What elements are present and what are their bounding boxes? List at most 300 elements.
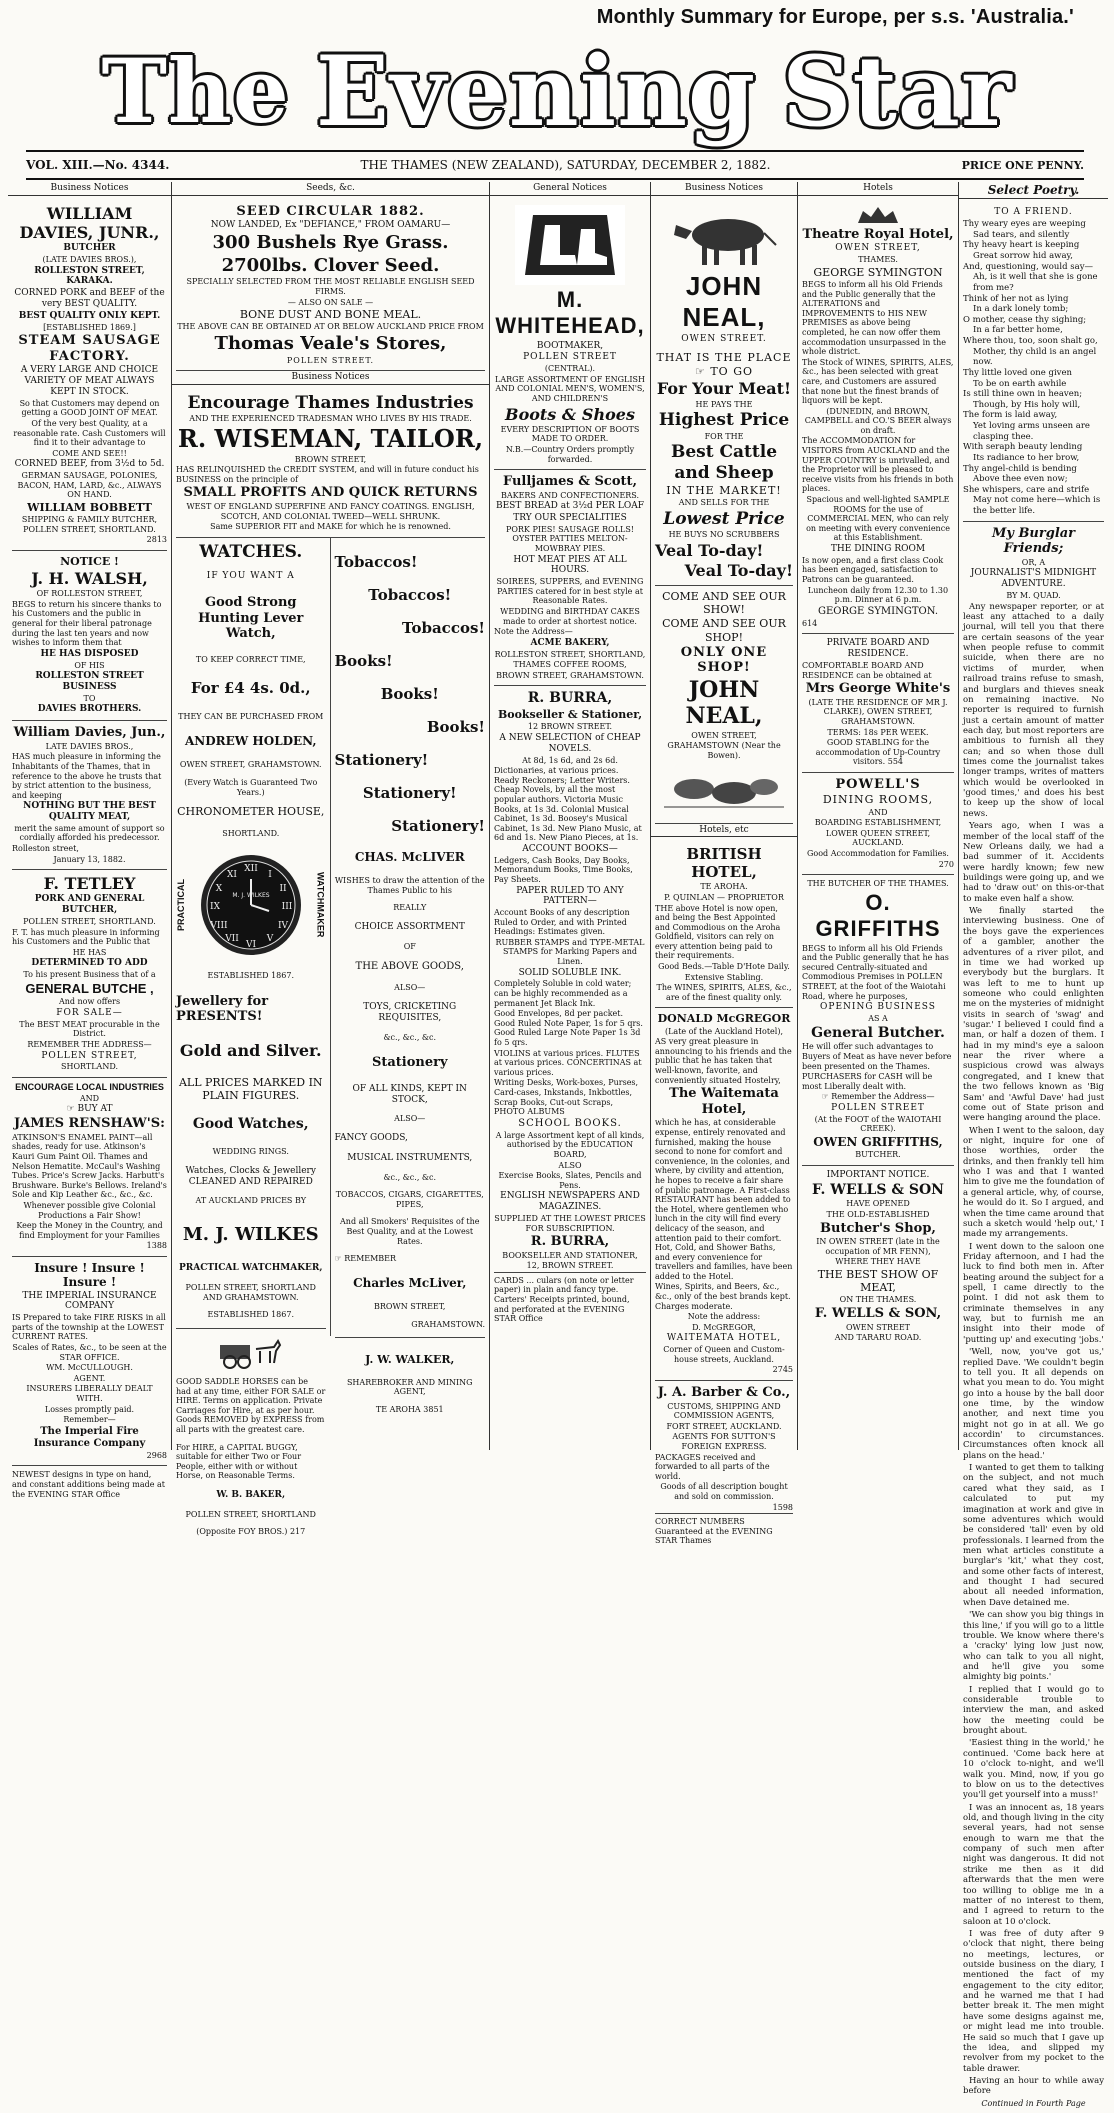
ad-line: CARDS ... culars (on note or letter paper) in plain and fancy type. Carters' Receipts printed, bound, and perforated at the EVENING STAR Office <box>494 1272 646 1324</box>
clock-illustration-block <box>176 847 326 963</box>
column-heading: Hotels, etc <box>651 824 797 838</box>
ad-line: Veal To-day! <box>684 560 793 580</box>
story-paragraph: I wanted to get them to talking on the subject, and not much cared what they said, as I calculated to put my imagination at work and give in some adventures which would be considered 'tall' even by old professionals. I learned from the men what articles constitute a burglar's 'kit,' what they cost, and some other facts of interest, and thought I had secured about all needed information, when Dave detained me. <box>963 1463 1104 1608</box>
ad-line: POLLEN STREET. <box>286 355 375 365</box>
ad-line: SHIPPING & FAMILY BUTCHER, POLLEN STREET, SHORTLAND. <box>21 515 158 534</box>
ad-line: BONE DUST AND BONE MEAL. <box>239 308 422 322</box>
ad-line: PORK AND GENERAL BUTCHER, <box>34 894 145 916</box>
ad-line: OWEN GRIFFITHS, <box>813 1134 943 1149</box>
pointing-hand-icon: ☞ <box>694 365 706 379</box>
ad-davies-butcher <box>12 200 167 551</box>
ad-line: COME AND SEE OUR SHOP! <box>662 617 786 644</box>
ad-line: ON THE THAMES. <box>839 1295 917 1305</box>
ad-line: F. T. has much pleasure in informing his Customers and the Public that <box>12 927 160 947</box>
ad-line: PRIVATE BOARD AND RESIDENCE. <box>826 638 930 660</box>
ad-line: GEORGE SYMINGTON <box>813 265 943 279</box>
ad-line: SCHOOL BOOKS. <box>518 1117 622 1129</box>
ad-line: Good Accommodation for Families. <box>807 849 949 859</box>
poem-line: And, questioning, would say— <box>963 261 1093 272</box>
ad-line <box>802 738 954 767</box>
ad-line: GEORGE SYMINGTON. <box>817 605 939 617</box>
ad-line: ROLLESTON STREET BUSINESS <box>35 671 144 692</box>
ad-line: (Opposite FOY BROS.) <box>196 1527 288 1537</box>
ad-line: Good Beds.—Table D'Hote Daily. <box>658 962 790 972</box>
ad-whitehead <box>494 200 646 470</box>
ad-line: THE ABOVE GOODS, <box>355 961 464 973</box>
ad-line: SHAREBROKER AND MINING AGENT, <box>346 1377 473 1397</box>
ad-line: POLLEN STREET, SHORTLAND <box>185 1509 316 1519</box>
ad-line: TO KEEP CORRECT TIME, <box>195 654 306 664</box>
poem-line: Its radiance to her brow, <box>973 452 1080 463</box>
ad-number: 614 <box>802 618 818 628</box>
ad-line: GRAHAMSTOWN. <box>411 1319 485 1329</box>
ad-line: FOR THE <box>704 431 744 441</box>
ad-line: BEST QUALITY ONLY KEPT. <box>18 310 161 321</box>
ad-line: The ACCOMMODATION for VISITORS from AUCKLAND and the UPPER COUNTRY is unrivalled, and the Proprietor will be pleased to receive visits from his friends in both places. <box>802 436 954 494</box>
ad-line: RUBBER STAMPS and TYPE-METAL STAMPS for Marking Papers and Linen. <box>495 937 645 967</box>
ad-line: SPECIALLY SELECTED FROM THE MOST RELIABLE ENGLISH SEED FIRMS. <box>186 277 475 296</box>
ad-line: Best Cattle and Sheep <box>670 442 778 483</box>
ad-title: SEED CIRCULAR 1882. <box>236 203 425 219</box>
ad-line: OPENING BUSINESS <box>820 1002 936 1013</box>
ad-line: Remember— <box>63 1415 116 1425</box>
poem-title: TO A FRIEND. <box>994 207 1073 218</box>
poem-line: Thy weary eyes are weeping <box>963 219 1086 230</box>
ad-line: AND <box>79 1093 100 1103</box>
column-heading: Hotels <box>798 182 958 196</box>
column-heading: General Notices <box>490 182 650 196</box>
ad-line: Goods of all description bought and sold on commission. <box>660 1482 788 1501</box>
ad-line: CHOICE ASSORTMENT <box>354 922 465 933</box>
ad-line: AND SELLS FOR THE <box>678 498 770 508</box>
ad-line: 300 Bushels Rye Grass. <box>212 232 449 254</box>
ad-line: January 13, 1882. <box>53 854 126 864</box>
ad-line: ALSO— <box>394 983 426 993</box>
ad-line: GOOD STABLING for the accommodation of Up-Country visitors. <box>815 738 941 767</box>
story-byline: BY M. QUAD. <box>1006 591 1061 601</box>
ad-line: HAS RELINQUISHED the CREDIT SYSTEM, and will in future conduct his BUSINESS on the principle of <box>176 465 479 484</box>
svg-text:IV: IV <box>277 920 288 931</box>
ad-british-hotel <box>655 841 793 1008</box>
ad-barber <box>655 1381 793 1551</box>
ad-line: Remember the Address— <box>831 1092 935 1102</box>
ad-line: BROWN STREET, GRAHAMSTOWN. <box>496 670 644 680</box>
story-subtitle: JOURNALIST'S MIDNIGHT ADVENTURE. <box>970 568 1097 590</box>
ad-line: ESTABLISHED 1867. <box>207 1310 294 1320</box>
ad-title: Insure ! Insure ! Insure ! <box>34 1260 145 1290</box>
pointing-hand-icon: ☞ <box>334 1254 342 1264</box>
ad-name: F. TETLEY <box>43 874 136 894</box>
pointing-hand-icon: ☞ <box>66 1104 75 1115</box>
ad-line: COMFORTABLE BOARD AND RESIDENCE can be obtained at <box>802 660 932 680</box>
ad-line: OF HIS <box>74 660 105 670</box>
ad-line: Wines, Spirits, and Beers, &c., &c., only of the best brands kept. Charges moderate. <box>655 1282 791 1311</box>
story-paragraph: I went down to the saloon one Friday afternoon, and I had the luck to find both men in. After beating around the subject for a spell, I came directly to the point. I did not ask them to criminate themselves in any way, but to furnish me an insight into their mode of 'putting up' and executing 'jobs.' <box>963 1241 1104 1345</box>
ad-line: COME AND SEE!! <box>52 448 127 458</box>
ad-line: HE PAYS THE <box>695 399 753 409</box>
ad-line: CORNED BEEF, from 3½d to 5d. <box>14 459 165 470</box>
poem-line: Great sorrow hid away, <box>973 251 1073 262</box>
ad-line <box>12 1104 167 1115</box>
ad-line: CORNED PORK and BEEF of the very BEST QUALITY. <box>14 288 165 309</box>
ad-name: CHAS. McLIVER <box>354 849 465 864</box>
ad-line: Completely Soluble in cold water; can be highly recommended as a permanent Jet Black Ink. <box>494 979 632 1008</box>
ad-line: Tobaccos! <box>402 618 485 637</box>
svg-text:V: V <box>266 933 273 944</box>
ad-line: HE HAS DISPOSED <box>40 648 139 659</box>
ad-line: PRACTICAL WATCHMAKER, <box>178 1263 323 1274</box>
masthead-word: Star <box>782 34 1013 148</box>
ad-line: THE OLD-ESTABLISHED <box>826 1210 930 1220</box>
ad-line: BAKERS AND CONFECTIONERS. <box>500 490 640 500</box>
ad-line: Books! <box>334 651 393 670</box>
ad-line: WEDDING and BIRTHDAY CAKES made to order at shortest notice. <box>500 607 640 626</box>
ad-line: POLLEN STREET, SHORTLAND AND GRAHAMSTOWN. <box>185 1283 316 1302</box>
ad-line: Note the address: <box>687 1312 761 1322</box>
column-2-split <box>172 538 489 1537</box>
poem-line: Mother, thy child is an angel now. <box>973 346 1097 368</box>
ad-line: WAITEMATA HOTEL, <box>666 1333 782 1344</box>
masthead <box>0 36 1114 146</box>
column-heading: Business Notices <box>8 182 171 196</box>
ad-number: 2813 <box>146 535 167 545</box>
ad-line: BUY AT <box>77 1104 113 1115</box>
ad-name: R. BURRA, <box>527 690 613 707</box>
ad-line: BEGS to inform all his Old Friends and the Public generally that he has secured Centrally-situated and Commodious Premises in POLLEN STREET, at the foot of the Waiotahi Road, where he purposes, <box>802 943 949 1001</box>
ad-line: F. WELLS & SON, <box>814 1306 942 1322</box>
story-body <box>963 602 1104 2097</box>
ad-line: Account Books of any description Ruled to Order, and with Printed Headings: Estimates given. <box>494 908 630 937</box>
ad-line: A large Assortment kept of all kinds, authorised by the EDUCATION BOARD, <box>495 1130 645 1159</box>
ad-line: which he has, at considerable expense, entirely renovated and furnished, making the house second to none for comfort and convenience, in the colonies, and where, by civility and attention, he hopes to receive a fair share of public patronage. A First-class RESTAURANT has been added to the Hotel, where gentlemen who lunch in the city will find every delicacy of the season, and attention paid to their comfort. Hot, Cold, and Shower Baths, and every convenience for travellers and families, have been added to the Hotel. <box>655 1118 793 1281</box>
ad-line: &c., &c., &c. <box>383 1172 437 1182</box>
ad-line: Spacious and well-lighted SAMPLE ROOMS for the use of COMMERCIAL MEN, who can rely on meeting with every convenience at this Establishment. <box>806 495 950 543</box>
ad-line: [ESTABLISHED 1869.] <box>43 322 136 332</box>
ad-line: Exercise Books, Slates, Pencils and Pens. <box>498 1171 642 1190</box>
ad-line: AND TARARU ROAD. <box>834 1333 922 1343</box>
ad-line: TE AROHA <box>375 1404 421 1414</box>
ad-fulljames <box>494 470 646 686</box>
ad-line: OF <box>403 941 416 951</box>
ad-line: ACME BAKERY, <box>530 637 610 648</box>
poem-line: May not come here—which is the better life. <box>973 495 1101 517</box>
ad-line: BEGS to return his sincere thanks to his Customers and the public in general for their liberal patronage during the last ten years and now wishes to inform them that <box>12 599 162 648</box>
ad-line: SMALL PROFITS AND QUICK RETURNS <box>183 485 478 501</box>
ad-line: BROWN STREET, <box>374 1302 446 1312</box>
ad-line: Boots & Shoes <box>505 404 635 424</box>
ad-line: Gold and Silver. <box>179 1040 322 1060</box>
ad-line: (At the FOOT of the WAIOTAHI CREEK). <box>814 1114 942 1134</box>
cattle-herd-icon <box>664 763 784 817</box>
ad-line: OWEN STREET, <box>691 730 757 740</box>
story-paragraph: 'Well, now, you've got us,' replied Dave. 'We couldn't begin to tell you. It all depends on what you mean to do. You might go into a house by the ball door one time, by the window another, and next time you might not go in at all. We go accordin' to circumstances. Circumstances often knock all plans on the head.' <box>963 1347 1104 1461</box>
clock-maker-text: M. J. WILKES <box>232 891 270 899</box>
ad-line: BUTCHER. <box>855 1150 901 1160</box>
poem-line: Think of her not as lying <box>963 293 1069 304</box>
ad-line: merit the same amount of support so cordially afforded his predecessor. <box>14 823 165 843</box>
ad-name: J. H. WALSH, <box>31 569 148 589</box>
ad-line: So that Customers may depend on getting a GOOD JOINT OF MEAT. <box>19 398 160 418</box>
ad-line: Is now open, and a first class Cook has been engaged, satisfaction to Patrons can be guaranteed. <box>802 555 944 584</box>
poem-line: Where thou, too, soon shalt go, <box>963 336 1098 347</box>
ad-walker <box>335 1337 486 1414</box>
column-heading: Business Notices <box>651 182 797 196</box>
poem-line: To be on earth awhile <box>973 378 1067 389</box>
ad-name: W. B. BAKER, <box>216 1490 286 1500</box>
svg-text:IX: IX <box>209 901 220 912</box>
ad-line: AT AUCKLAND PRICES BY <box>195 1196 306 1206</box>
ad-line: ANDREW HOLDEN, <box>184 734 317 749</box>
ad-line: Extensive Stabling. <box>684 972 764 982</box>
ad-line: PURCHASERS for CASH will be most Liberally dealt with. <box>802 1072 933 1091</box>
story-paragraph: 'We can show you big things in this line,' if you will go to a little trouble. We know where there's a 'cracky' lying low just now, who can talk to you all night, and he'll give you some almighty big points.' <box>963 1610 1104 1683</box>
ad-wells <box>802 1166 954 1348</box>
poem-line: Ah, is it well that she is gone from me? <box>973 272 1098 293</box>
masthead-word: Evening <box>315 34 757 148</box>
poem-line: Though, by His holy will, <box>973 399 1081 410</box>
ad-line: Highest Price <box>658 410 790 431</box>
ad-line <box>802 1092 954 1102</box>
ad-line: TOBACCOS, CIGARS, CIGARETTES, PIPES, <box>335 1190 484 1209</box>
column-4 <box>651 182 798 1546</box>
ad-line: TRY OUR SPECIALITIES <box>513 513 627 524</box>
column-heading: Select Poetry. <box>959 182 1108 199</box>
ad-line: A VERY LARGE AND CHOICE VARIETY OF MEAT ALWAYS KEPT IN STOCK. <box>20 365 159 397</box>
ad-baker-horses <box>176 1328 326 1537</box>
ad-line: POLLEN STREET <box>831 1102 925 1113</box>
column-2 <box>172 182 490 1537</box>
ad-line: Tobaccos! <box>368 585 452 604</box>
ad-name: O. GRIFFITHS <box>815 889 941 942</box>
ad-line: BOARDING ESTABLISHMENT, <box>814 818 942 828</box>
ad-line: Books! <box>380 684 439 703</box>
ad-line: Same SUPERIOR FIT and MAKE for which he is renowned. <box>210 522 451 532</box>
ad-line: SOIREES, SUPPERS, and EVENING PARTIES catered for in best style at Reasonable Rates. <box>496 577 644 606</box>
ad-wiseman-tailor <box>176 389 485 538</box>
ad-line: THE BEST SHOW OF MEAT, <box>817 1268 939 1295</box>
column-2-top <box>172 182 489 538</box>
poem-line: Thy angel-child is bending <box>963 463 1077 474</box>
ad-line: WATCHMAKER <box>315 872 326 938</box>
ad-line: 2700lbs. Clover Seed. <box>221 254 440 276</box>
ad-line: — ALSO ON SALE — <box>287 297 374 307</box>
ad-line: DETERMINED TO ADD <box>31 958 148 969</box>
ad-line: TOYS, CRICKETING REQUISITES, <box>363 1002 457 1023</box>
ad-renshaw <box>12 1078 167 1257</box>
ad-line: INSURERS LIBERALLY DEALT WITH. <box>26 1384 153 1403</box>
ad-line: WEST OF ENGLAND SUPERFINE AND FANCY COATINGS. ENGLISH, SCOTCH, AND COLONIAL TWEED—WELL SHRUNK. <box>186 502 475 521</box>
ad-line: MUSICAL INSTRUMENTS, <box>347 1152 473 1163</box>
ad-name: BRITISH HOTEL, <box>686 845 762 882</box>
ad-name: R. WISEMAN, TAILOR, <box>177 423 484 453</box>
svg-text:III: III <box>281 901 293 912</box>
ad-number: 1598 <box>772 1502 793 1512</box>
ad-line: TERMS: 18s PER WEEK. <box>827 727 929 737</box>
ad-line: THE ABOVE CAN BE OBTAINED AT OR BELOW AUCKLAND PRICE FROM <box>177 322 484 332</box>
ad-number: 1388 <box>146 1241 167 1251</box>
ad-name: Fulljames & Scott, <box>502 474 638 490</box>
ad-line: FANCY GOODS, <box>334 1132 408 1143</box>
ad-line: NEWEST designs in type on hand, and constant additions being made at the EVENING STAR Office <box>12 1470 165 1499</box>
story-continued: Continued in Fourth Page <box>981 2098 1086 2108</box>
poem-line: O mother, cease thy sighing; <box>963 314 1087 325</box>
crest-icon <box>853 205 903 225</box>
ad-theatre-royal <box>802 200 954 635</box>
ad-name: William Davies, Jun., <box>13 725 166 741</box>
ad-name: WILLIAM DAVIES, JUNR., <box>19 203 160 242</box>
ad-line: SUPPLIED AT THE LOWEST PRICES FOR SUBSCRIPTION. <box>494 1213 646 1233</box>
ad-neal-meat <box>655 200 793 586</box>
ad-line: IS Prepared to take FIRE RISKS in all parts of the township at the LOWEST CURRENT RATES. <box>12 1313 166 1342</box>
ad-name: Theatre Royal Hotel, <box>802 226 954 242</box>
ad-line: ATKINSON'S ENAMEL PAINT—all shades, ready for use. Atkinson's Kauri Gum Paint Oil. Thames and Nelson Hematite. McCaul's Washing Tubes. Price's Screw Jacks. Harbutt's Brushware. Burke's Bellows. Ireland's Sole and Kip Leather &c., &c., &c. <box>12 1132 167 1200</box>
ad-line: For Your Meat! <box>656 379 792 399</box>
ad-line: Good Strong Hunting Lever Watch, <box>198 595 304 642</box>
svg-text:XI: XI <box>226 869 237 880</box>
ad-line: Of the very best Quality, at a reasonable rate. Cash Customers will find it to their advantage to <box>13 418 166 448</box>
ad-line: CUSTOMS, SHIPPING AND COMMISSION AGENTS, <box>667 1401 781 1421</box>
svg-text:VIII: VIII <box>210 920 228 931</box>
ad-tetley <box>12 870 167 1078</box>
ad-line: Jewellery for PRESENTS! <box>176 993 269 1025</box>
ad-line: General Butcher. <box>811 1024 945 1041</box>
ad-line: IN OWEN STREET (late in the occupation of MR FENN), <box>816 1237 940 1256</box>
ad-line: IMPORTANT NOTICE. <box>826 1169 930 1180</box>
ad-line: (Late of the Auckland Hotel), <box>664 1026 784 1036</box>
ad-line: AGENT. <box>73 1373 106 1383</box>
story-title: My Burglar Friends; <box>991 525 1076 557</box>
ad-line: (DUNEDIN, and BROWN, CAMPBELL and CO.'S BEER always on draft. <box>804 406 952 435</box>
ad-line <box>655 365 793 378</box>
masthead-word: The <box>101 39 290 143</box>
svg-text:I: I <box>267 869 272 880</box>
ad-line: PORK PIES! SAUSAGE ROLLS! OYSTER PATTIES MELTON-MOWBRAY PIES. <box>505 524 635 554</box>
ad-line: SOLID SOLUBLE INK. <box>518 967 622 978</box>
ad-line: And now offers <box>58 997 121 1007</box>
ad-line: THE DINING ROOM <box>830 544 926 554</box>
ad-line: Writing Desks, Work-boxes, Purses, Card-cases, Inkstands, Inkbottles, Scrap Books, Cut-out Scraps, PHOTO ALBUMS <box>494 1078 639 1117</box>
ad-walsh-notice <box>12 551 167 721</box>
ad-line: STEAM SAUSAGE FACTORY. <box>18 333 161 364</box>
columns <box>8 182 1108 2108</box>
ad-line: For HIRE, a CAPITAL BUGGY, suitable for either Two or Four People, either with or without Horse, on Reasonable Terms. <box>176 1442 302 1481</box>
ad-line: PAPER RULED TO ANY PATTERN— <box>516 885 624 907</box>
ad-line: LATE DAVIES BROS., <box>45 741 134 751</box>
ad-line: SHORTLAND. <box>222 829 280 839</box>
ad-line: ENCOURAGE LOCAL INDUSTRIES <box>15 1081 164 1092</box>
ad-name: M. J. WILKES <box>182 1223 319 1245</box>
ad-line: REMEMBER THE ADDRESS— <box>27 1039 152 1049</box>
ad-line: POLLEN STREET <box>523 352 617 363</box>
ad-line: Stationery! <box>334 750 429 769</box>
ad-line <box>335 1405 486 1415</box>
ad-line: Scales of Rates, &c., to be seen at the STAR OFFICE. <box>12 1343 167 1362</box>
svg-text:VII: VII <box>224 933 239 944</box>
ad-number: 3851 <box>423 1404 444 1414</box>
ad-line: POLLEN STREET, SHORTLAND. <box>23 917 156 927</box>
ad-line: ACCOUNT BOOKS— <box>522 843 618 854</box>
ad-line: THE above Hotel is now open, and being the Best Appointed and Commodious on the Aroha Goldfield, visitors can rely on every attention being paid to their requirements. <box>655 903 781 961</box>
story <box>963 522 1104 2113</box>
ad-line: AND <box>868 807 888 817</box>
ad-line: The WINES, SPIRITS, ALES, &c., are of the finest quality only. <box>656 983 792 1002</box>
ad-line: The BEST MEAT procurable in the District. <box>19 1019 160 1039</box>
ad-line: FOR SALE— <box>56 1008 123 1018</box>
column-heading: Business Notices <box>172 371 489 385</box>
ad-line: NOW LANDED, Ex "DEFIANCE," FROM OAMARU— <box>210 220 451 231</box>
poem-line: In a far better home, <box>973 325 1063 336</box>
ad-name: POWELL'S <box>835 776 921 792</box>
ad-line: A NEW SELECTION of CHEAP NOVELS. <box>499 732 641 754</box>
ad-line: HE HAS <box>72 947 107 957</box>
story-paragraph: We finally started the interviewing business. One of the boys gave the experiences of a gambler, another the adventures of a river pilot, and in time we had worked up everybody but the burglars. It was left to me to hunt up someone who could enlighten me on the mysteries of midnight visits in search of 'swag' and 'sugar.' I believed I could find a man, or half a dozen of them. I had in my mind's eye a saloon near the river where a suspicious crowd was always congregated, and I knew that the two fellows known as 'Big Sam' and 'Awful Dave' had just come out of State prison and were hanging around the place. <box>963 906 1104 1124</box>
ad-line: ENGLISH NEWSPAPERS AND MAGAZINES. <box>500 1191 640 1213</box>
ad-line: HAVE OPENED <box>846 1199 910 1209</box>
ad-line: REALLY <box>393 903 427 913</box>
ad-line: 12, BROWN STREET. <box>526 1261 614 1271</box>
story-paragraph: I was an innocent as, 18 years old, and though living in the city several years, had not sense enough to warn me that the company of such men after night was dangerous. It did not strike me then as it did afterwards that the men were too willing to oblige me in a matter of no interest to them, and I agreed to return to the saloon at 10 o'clock. <box>963 1802 1104 1927</box>
ad-line: For £4 4s. 0d., <box>190 679 311 698</box>
ad-line: TO <box>83 693 96 703</box>
ad-line: THE BUTCHER OF THE THAMES. <box>807 879 949 889</box>
ad-number: 270 <box>938 859 954 869</box>
ad-line: GOOD SADDLE HORSES can be had at any time, either FOR SALE or HIRE. Terms on application. Private Carriages for Hire, at as per hour. Goods REMOVED by EXPRESS from all parts with the greatest care. <box>176 1377 326 1435</box>
ad-line: BEGS to inform all his Old Friends and the Public generally that the ALTERATIONS and IMPROVEMENTS to HIS NEW PREMISES as above being completed, he can now offer them accommodation unsurpassed in the whole district. <box>802 279 946 357</box>
ad-line: Whenever possible give Colonial Productions a Fair Show! <box>23 1200 156 1220</box>
clock-icon <box>197 851 305 959</box>
ad-line: AS very great pleasure in announcing to his friends and the public that he has taken that well-known, favorite, and conveniently situated Hostelry, <box>655 1037 792 1085</box>
ad-line: HAS much pleasure in informing the Inhabitants of the Thames, that in reference to the above he trusts that by strict attention to the business, and keeping <box>12 752 162 800</box>
ad-line: BOOKSELLER AND STATIONER, <box>502 1250 638 1260</box>
ad-line: ALSO <box>558 1160 582 1170</box>
ad-line: He will offer such advantages to Buyers of Meat as have never before been presented on the Thames. <box>802 1042 952 1071</box>
ad-line: The Stock of WINES, SPIRITS, ALES, &c., has been selected with great care, and Customers are assured that none but the finest brands of liquors will be kept. <box>802 357 954 406</box>
ad-line: Veal To-day! <box>655 540 764 560</box>
ad-name: JAMES RENSHAW'S: <box>14 1116 165 1132</box>
ad-name: M. WHITEHEAD, <box>495 286 645 339</box>
ad-line: NOTHING BUT THE BEST QUALITY MEAT, <box>23 801 156 823</box>
ad-line: LOWER QUEEN STREET, AUCKLAND. <box>825 828 931 848</box>
ad-line: To his present Business that of a <box>23 970 156 980</box>
ad-line: PRACTICAL <box>176 878 186 931</box>
ad-line: N.B.—Country Orders promptly forwarded. <box>505 444 635 464</box>
column-heading: Seeds, &c. <box>172 182 489 196</box>
ad-line: LARGE ASSORTMENT OF ENGLISH AND COLONIAL MEN'S, WOMEN'S, AND CHILDREN'S <box>495 374 645 403</box>
ad-line: Stationery! <box>391 816 485 835</box>
ad-line: Losses promptly paid. <box>44 1404 135 1414</box>
ad-number: 2968 <box>146 1450 167 1460</box>
story-paragraph: Having an hour to while away before <box>963 2075 1104 2097</box>
ad-line: ROLLESTON STREET, SHORTLAND, <box>494 649 646 659</box>
ad-line: AND THE EXPERIENCED TRADESMAN WHO LIVES BY HIS TRADE. <box>189 414 472 424</box>
ad-line: BROWN STREET, <box>294 454 367 464</box>
ad-line: OF ALL KINDS, KEPT IN STOCK, <box>352 1083 467 1105</box>
ad-line: OWEN STREET. <box>681 334 767 345</box>
ad-line: Note the Address— <box>494 627 573 637</box>
ad-seed-circular <box>176 200 485 371</box>
ad-line: Rolleston street, <box>12 844 79 854</box>
ad-line: Keep the Money in the Country, and find Employment for your Families <box>16 1221 163 1240</box>
ad-line: COME AND SEE OUR SHOW! <box>662 590 786 617</box>
ad-line: Luncheon daily from 12.30 to 1.30 p.m. Dinner at 6 p.m. <box>807 585 949 605</box>
svg-text:X: X <box>215 883 222 894</box>
ad-line: CHRONOMETER HOUSE, <box>177 805 325 819</box>
ad-line: (LATE DAVIES BROS.), <box>42 254 137 264</box>
ad-line: Corner of Queen and Custom-house streets, Auckland. <box>663 1345 785 1364</box>
ad-line: THAT IS THE PLACE <box>656 350 792 364</box>
ad-line: TE AROHA. <box>700 882 748 892</box>
story-paragraph: When I went to the saloon, day or night, inquire for one of those worthies, order the drinks, and then frankly tell him who I was and that I wanted him to give me the foundation of a general article, why, of course, he would do it. So I argued, and when the time came around that such a sketch would 'help out,' I made my arrangements. <box>963 1125 1104 1240</box>
